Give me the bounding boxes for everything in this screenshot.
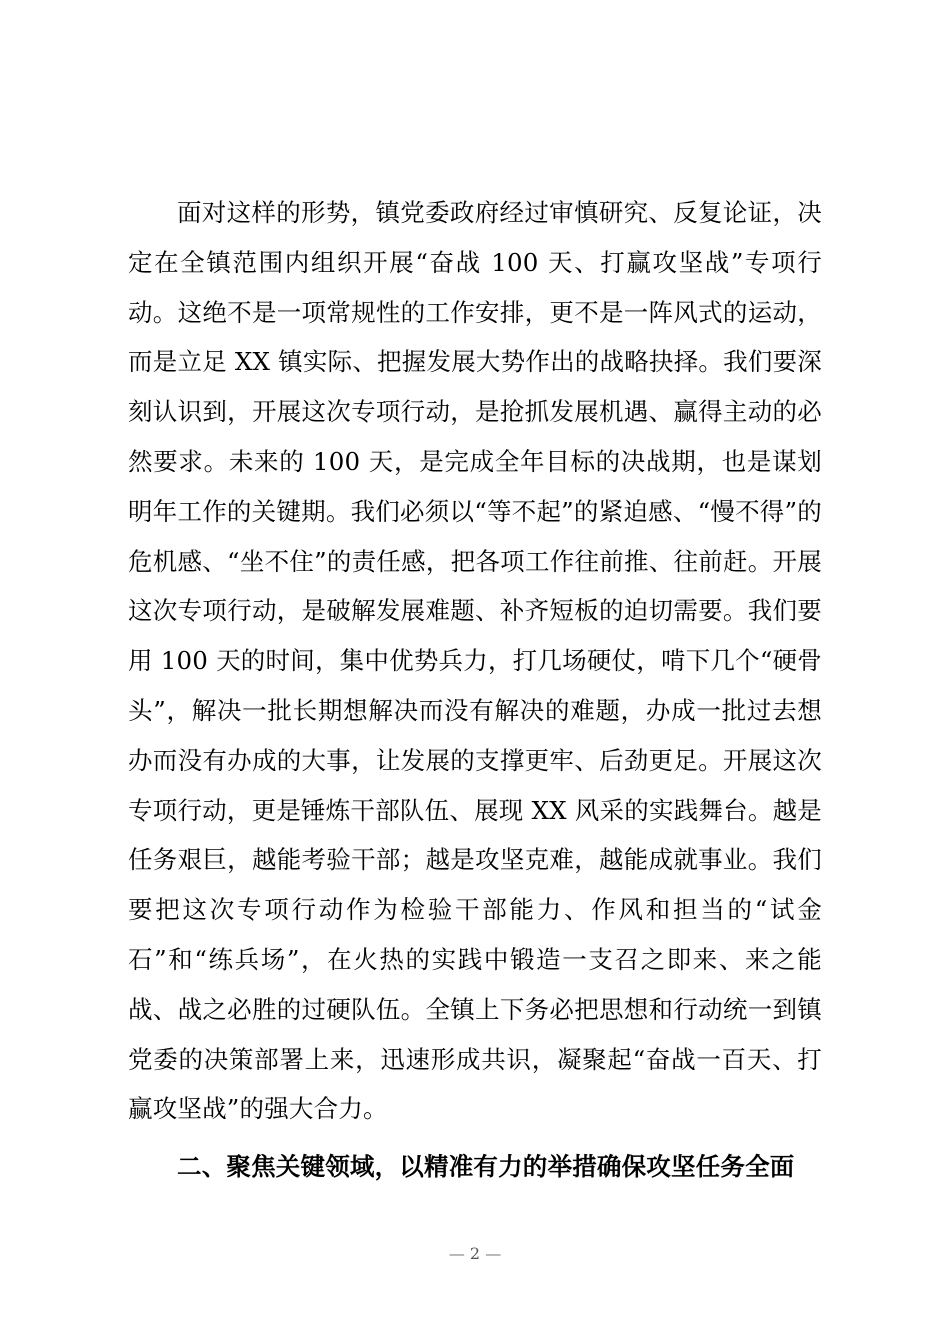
body-paragraph: 面对这样的形势，镇党委政府经过审慎研究、反复论证，决定在全镇范围内组织开展“奋战 100 天、打赢攻坚战”专项行动。这绝不是一项常规性的工作安排，更不是一阵风式的运动，而是立足 XX 镇实际、把握发展大势作出的战略抉择。我们要深刻认识到，开展这次专项行动，是抢抓发展机遇、赢得主动的必然要求。未来的 100 天，是完成全年目标的决战期，也是谋划明年工作的关键期。我们必须以“等不起”的紧迫感、“慢不得”的危机感、“坐不住”的责任感，把各项工作往前推、往前赶。开展这次专项行动，是破解发展难题、补齐短板的迫切需要。我们要用 100 天的时间，集中优势兵力，打几场硬仗，啃下几个“硬骨头”，解决一批长期想解决而没有解决的难题，办成一批过去想办而没有办成的大事，让发展的支撑更牢、后劲更足。开展这次专项行动，更是锤炼干部队伍、展现 XX 风采的实践舞台。越是任务艰巨，越能考验干部；越是攻坚克难，越能成就事业。我们要把这次专项行动作为检验干部能力、作风和担当的“试金石”和“练兵场”，在火热的实践中锻造一支召之即来、来之能战、战之必胜的过硬队伍。全镇上下务必把思想和行动统一到镇党委的决策部署上来，迅速形成共识，凝聚起“奋战一百天、打赢攻坚战”的强大合力。: [128, 198, 822, 1124]
footer-dash-left: —: [448, 1244, 465, 1263]
page-number: 2: [469, 1244, 481, 1263]
page-footer: [0, 1244, 950, 1263]
document-body: [128, 188, 822, 1192]
footer-dash-right: —: [485, 1244, 502, 1263]
section-heading: 二、聚焦关键领域，以精准有力的举措确保攻坚任务全面: [177, 1152, 795, 1182]
